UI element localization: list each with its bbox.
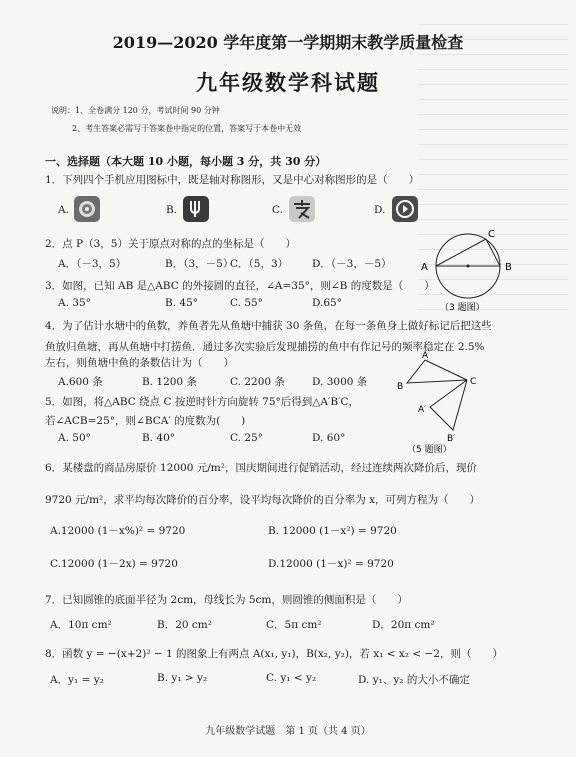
q5-label-a: A bbox=[422, 351, 429, 361]
q5-stem-line-2: 若∠ACB=25°，则∠BCA′ 的度数为( ) bbox=[45, 415, 246, 427]
page-footer: 九年级数学试题 第 1 页（共 4 页） bbox=[205, 726, 371, 737]
q3-option-d: D.65° bbox=[312, 297, 342, 309]
q1-option-c: C. bbox=[272, 204, 283, 216]
q3-option-c: C. 55° bbox=[230, 297, 263, 309]
note-line-2: 2、考生答案必需写于答案卷中指定的位置，答案写于本卷中无效 bbox=[72, 124, 302, 133]
q6-stem-line-2: 9720 元/m²，求平均每次降价的百分率，设平均每次降价的百分率为 x，可列方程为（ ） bbox=[45, 494, 481, 506]
q3-option-a: A. 35° bbox=[58, 297, 91, 309]
q5-label-a-prime: A′ bbox=[418, 405, 427, 415]
q8-option-c: C. y₁ < y₂ bbox=[266, 672, 317, 684]
q2-option-d: D．（－3，－5） bbox=[312, 258, 392, 270]
q3-option-b: B. 45° bbox=[165, 297, 199, 309]
q6-option-a: A.12000 (1－x%)² = 9720 bbox=[50, 525, 186, 537]
q8-option-b: B. y₁ > y₂ bbox=[157, 672, 208, 684]
camera-app-icon bbox=[74, 196, 100, 222]
q3-caption: （3 题图） bbox=[440, 303, 485, 313]
q1-option-d: D. bbox=[374, 204, 386, 216]
q3-label-a: A bbox=[421, 262, 428, 273]
q5-figure bbox=[395, 350, 485, 458]
q7-stem: 7．已知圆锥的底面半径为 2cm，母线长为 5cm，则圆锥的侧面积是（ ） bbox=[45, 594, 408, 606]
q6-option-d: D.12000 (1－x)² = 9720 bbox=[268, 558, 394, 570]
q1-option-b: B. bbox=[166, 204, 178, 216]
q5-option-c: C. 25° bbox=[230, 432, 263, 444]
q3-figure bbox=[418, 228, 518, 313]
q8-stem: 8．函数 y = −(x+2)² − 1 的图象上有两点 A(x₁, y₁)，B(x₂, y₂)，若 x₁ < x₂ < −2，则（ ） bbox=[45, 648, 503, 660]
q7-option-a: A．10π cm² bbox=[50, 619, 112, 631]
q6-option-c: C.12000 (1－2x) = 9720 bbox=[50, 558, 178, 570]
exam-title: 2019—2020 学年度第一学期期末教学质量检查 bbox=[112, 33, 464, 52]
q4-option-d: D. 3000 条 bbox=[312, 376, 368, 388]
q5-caption: （5 题图） bbox=[407, 445, 452, 455]
q4-stem-line-3: 左右，则鱼塘中鱼的条数估计为（ ） bbox=[45, 357, 234, 369]
q5-stem-line-1: 5．如图，将△ABC 绕点 C 按逆时针方向旋转 75°后得到△A′B′C， bbox=[45, 396, 359, 408]
q6-option-b: B. 12000 (1－x²) = 9720 bbox=[268, 525, 397, 537]
q2-stem: 2．点 P（3，5）关于原点对称的点的坐标是（ ） bbox=[45, 238, 296, 250]
q2-option-b: B．（3，－5） bbox=[165, 258, 234, 270]
fork-app-icon bbox=[183, 196, 209, 222]
section-heading: 一、选择题（本大题 10 小题，每小题 3 分，共 30 分） bbox=[45, 155, 327, 168]
q4-stem-line-2: 鱼放归鱼塘，再从鱼塘中打捞鱼．通过多次实验后发现捕捞的鱼中有作记号的频率稳定在 2.5% bbox=[45, 341, 485, 353]
q5-label-b-prime: B′ bbox=[447, 434, 456, 444]
q2-option-a: A．（－3，5） bbox=[58, 258, 127, 270]
q3-label-c: C bbox=[488, 229, 495, 240]
q8-option-a: A．y₁ = y₂ bbox=[50, 674, 104, 686]
play-app-icon bbox=[392, 196, 418, 222]
q6-stem-line-1: 6．某楼盘的商品房原价 12000 元/m²，国庆期间进行促销活动，经过连续两次降价后，现价 bbox=[45, 462, 477, 474]
q4-option-b: B. 1200 条 bbox=[142, 376, 197, 388]
q3-stem: 3．如图，已知 AB 是△ABC 的外接圆的直径，∠A=35°，则∠B 的度数是（ ） bbox=[45, 280, 435, 292]
q8-option-d: D. y₁、y₂ 的大小不确定 bbox=[358, 674, 470, 686]
q5-option-a: A. 50° bbox=[58, 432, 91, 444]
q4-stem-line-1: 4．为了估计水塘中的鱼数，养鱼者先从鱼塘中捕获 30 条鱼，在每一条鱼身上做好标记后把这些 bbox=[45, 320, 492, 332]
q4-option-a: A.600 条 bbox=[58, 376, 103, 388]
q2-option-c: C．（5，3） bbox=[230, 258, 289, 270]
q3-label-b: B bbox=[505, 262, 512, 273]
q5-label-b: B bbox=[397, 382, 404, 392]
q5-option-d: D. 60° bbox=[312, 432, 346, 444]
q5-label-c: C bbox=[470, 377, 477, 387]
q7-option-d: D．20π cm² bbox=[372, 619, 435, 631]
alipay-app-icon bbox=[289, 196, 315, 222]
q7-option-b: B．20 cm² bbox=[157, 619, 212, 631]
note-line-1: 说明：1、全卷满分 120 分，考试时间 90 分钟 bbox=[51, 106, 220, 115]
q4-option-c: C. 2200 条 bbox=[230, 376, 285, 388]
q1-stem: 1．下列四个手机应用图标中，既是轴对称图形，又是中心对称图形的是（ ） bbox=[45, 174, 420, 186]
subject-title: 九年级数学科试题 bbox=[196, 70, 380, 95]
q7-option-c: C．5π cm² bbox=[266, 619, 322, 631]
q1-option-a: A. bbox=[58, 204, 69, 216]
q5-option-b: B. 40° bbox=[142, 432, 176, 444]
